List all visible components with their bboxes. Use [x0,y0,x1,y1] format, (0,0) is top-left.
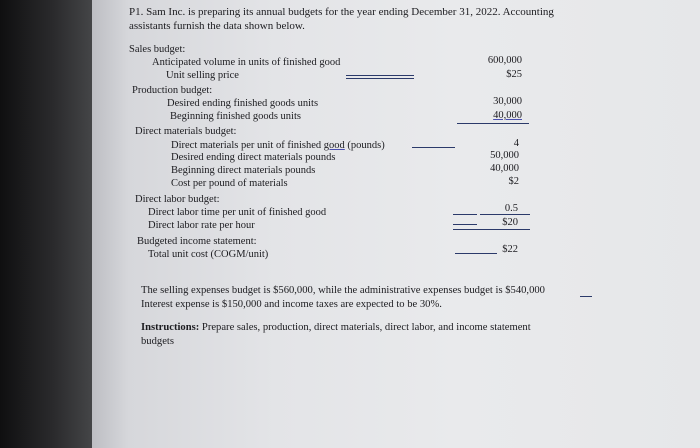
materials-per-unit-value: 4 [513,138,519,149]
materials-ending-label: Desired ending direct materials pounds [171,152,336,163]
expenses-line-2: Interest expense is $150,000 and income taxes are expected to be 30%. [141,299,442,310]
labor-time-label: Direct labor time per unit of finished good [148,207,327,218]
income-cost-label: Total unit cost (COGM/unit) [148,249,269,260]
materials-ending-value: 50,000 [490,150,519,161]
labor-time-value: 0.5 [504,203,518,214]
sales-price-rule [346,75,414,76]
instructions-line-1 [141,322,531,334]
income-heading: Budgeted income statement: [137,236,257,247]
instructions-line-2: budgets [141,336,174,347]
background-shadow [0,0,96,448]
materials-cost-value: $2 [508,176,519,187]
materials-cost-label: Cost per pound of materials [171,178,288,189]
sales-price-value: $25 [506,69,522,80]
materials-heading: Direct materials budget: [135,126,237,137]
sales-volume-label: Anticipated volume in units of finished good [152,57,341,68]
production-ending-label: Desired ending finished goods units [167,98,319,109]
materials-per-unit-rule [412,147,455,148]
production-beginning-value: 40,000 [493,110,522,121]
production-beginning-label: Beginning finished goods units [170,111,301,122]
materials-per-unit-label: Direct materials per unit of finished good (pounds) [171,140,385,151]
labor-rate-label: Direct labor rate per hour [148,220,255,231]
labor-time-rule-2 [480,214,530,215]
expenses-trailing-rule [580,296,592,297]
sales-volume-value: 600,000 [487,55,522,66]
production-ending-value: 30,000 [493,96,522,107]
materials-beginning-value: 40,000 [490,163,519,174]
materials-beginning-label: Beginning direct materials pounds [171,165,316,176]
intro-line-2: assistants furnish the data shown below. [129,20,305,32]
sales-price-label: Unit selling price [166,70,239,81]
intro-line-1: P1. Sam Inc. is preparing its annual budgets for the year ending December 31, 2022. Accounting [129,6,554,18]
labor-heading: Direct labor budget: [135,194,220,205]
labor-rate-rule-2 [453,229,530,230]
sales-heading: Sales budget: [129,44,186,55]
expenses-line-1: The selling expenses budget is $560,000, while the administrative expenses budget is $540,000 [141,285,545,296]
income-cost-value: $22 [502,244,518,255]
instructions-label: Instructions: [141,322,200,333]
production-heading: Production budget: [132,85,213,96]
instructions-text: Prepare sales, production, direct materials, direct labor, and income statement [199,322,531,333]
sales-price-rule-2 [346,78,414,79]
production-rule [457,123,529,124]
labor-rate-value: $20 [502,217,518,228]
